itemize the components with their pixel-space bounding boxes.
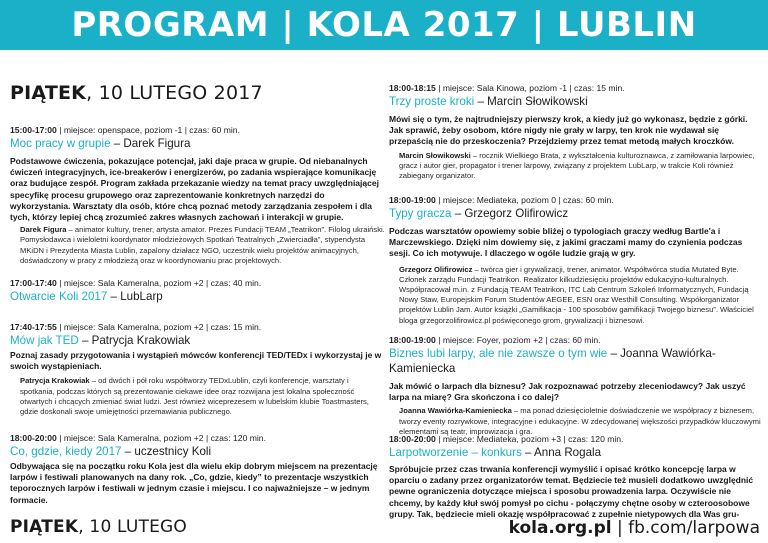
speaker-bio bbox=[389, 151, 761, 182]
bio-text: – rocznik Wielkiego Brata, z wykształcenia kulturoznawca, z zamiłowania larpowiec, gracz i autor gier, propagator i trener larpowy, związany z projektem LubLarp, w trakcie Koli również zabiegany organizator. bbox=[399, 150, 755, 181]
bio-text: – od dwóch i pół roku współtworzy TEDxLublin, czyli konferencje, warsztaty i spotkania, podczas których są prezentowanie ciekawe idee oraz rozwijana jest lokalna społeczność otwartych i chcących zmieniać świat ludzi. Jest również wiceprezesem w lubelskim klubie Toastmasters, gdzie doskonali swoje umiejętności przemawiania publicznego. bbox=[20, 376, 369, 417]
bio-name: Darek Figura bbox=[20, 225, 67, 235]
left-column bbox=[10, 50, 385, 543]
session-meta: 18:00-19:00 | miejsce: Foyer, poziom +2 | czas: 60 min. bbox=[389, 335, 601, 345]
session-time: 18:00-18:15 bbox=[389, 83, 436, 93]
day-heading bbox=[10, 82, 385, 104]
bio-text: – ma ponad dziesięcioletnie doświadczenie we współpracy z biznesem, tworzy eventy rozrywkowe, integracyjne i edukacyjne. W zdecydowanej większości przypadków kluczowymi elementami są teatr, improwizacja i gra. bbox=[399, 406, 761, 436]
session-time: 17:40-17:55 bbox=[10, 322, 57, 332]
session-description: Poznaj zasady przygotowania i wystąpień mówców konferencji TED/TEDx i wykorzystaj je w swoich wystąpieniach. bbox=[10, 350, 382, 372]
program-banner bbox=[0, 0, 768, 50]
session-speaker: – uczestnicy Koli bbox=[121, 445, 212, 458]
session-speaker: – Joanna Wawiórka-Kamieniecka bbox=[389, 347, 716, 375]
session-larpotworzenie bbox=[389, 434, 761, 520]
session-title bbox=[389, 445, 761, 460]
day-date: , 10 LUTEGO 2017 bbox=[86, 82, 263, 104]
session-place: miejsce: openspace, poziom -1 | czas: 60 min. bbox=[61, 125, 240, 135]
fb-link[interactable]: | fb.com/larpowa bbox=[611, 518, 760, 538]
session-speaker: – Grzegorz Olifirowicz bbox=[451, 207, 569, 220]
session-place: miejsce: Mediateka, poziom +3 | czas: 120 min. bbox=[440, 434, 624, 444]
session-place: miejsce: Sala Kameralna, poziom +2 | czas: 120 min. bbox=[61, 433, 266, 443]
session-meta: 15:00-17:00 | miejsce: openspace, poziom -1 | czas: 60 min. bbox=[10, 125, 240, 135]
session-speaker: – Anna Rogala bbox=[521, 446, 602, 459]
session-trzy-proste-kroki bbox=[389, 83, 761, 181]
session-mow-jak-ted bbox=[10, 322, 385, 417]
session-speaker: – Marcin Słowikowski bbox=[474, 95, 588, 108]
session-title-text: Typy gracza bbox=[389, 207, 452, 220]
day-heading-footer bbox=[10, 517, 385, 537]
session-description: Mówi się o tym, że najtrudniejszy pierwszy krok, a kiedy już go wykonasz, będzie z górki. Jak sprawić, żeby osobom, które nigdy nie grały w larpy, ten krok nie wydawał się przepaścią nie do przeskoczenia? Przejdziemy przez temat metodą małych kroczków. bbox=[389, 114, 748, 147]
session-meta: 17:00-17:40 | miejsce: Sala Kameralna, poziom +2 | czas: 40 min. bbox=[10, 278, 262, 288]
speaker-bio bbox=[389, 265, 761, 326]
session-meta: 17:40-17:55 | miejsce: Sala Kameralna, poziom +2 | czas: 15 min. bbox=[10, 322, 262, 332]
session-title bbox=[10, 444, 385, 459]
session-description: Podczas warsztatów opowiemy sobie bliżej o typologiach graczy według Bartle'a i Marczewskiego. Dzięki nim dowiemy się, z jakimi graczami mamy do czynienia podczas sesji. Co ich motywuje. I dlaczego w ogóle ludzie grają w gry. bbox=[389, 226, 743, 259]
session-title-text: Trzy proste kroki bbox=[389, 95, 475, 108]
session-title bbox=[10, 289, 385, 304]
session-biznes-lubi-larpy bbox=[389, 335, 761, 437]
session-place: miejsce: Foyer, poziom +2 | czas: 60 min. bbox=[440, 335, 601, 345]
session-place: miejsce: Sala Kameralna, poziom +2 | czas: 15 min. bbox=[61, 322, 262, 332]
session-place: miejsce: Sala Kameralna, poziom +2 | czas: 40 min. bbox=[61, 278, 262, 288]
session-description: Podstawowe ćwiczenia, pokazujące potencjał, jaki daje praca w grupie. Od niebanalnych ćwiczeń integracyjnych, ice-breakerów i energizerów, po zadania wspierające komunikację oraz budujące zespół. Program zakłada przekazanie wiedzy na temat pracy uwzględniającej specyfikę procesu grupowego oraz zaprezentowanie konkretnych narzędzi do wykorzystania. Warsztaty dla osób, które chcą poznać metody zarządzania zespołem i dla tych, którzy lepiej chcą zrozumieć zakres własnych zachowań i interakcji w grupie. bbox=[10, 156, 379, 223]
bio-name: Joanna Wawiórka-Kamieniecka bbox=[399, 406, 512, 416]
session-title bbox=[389, 206, 761, 221]
session-time: 18:00-20:00 bbox=[10, 433, 57, 443]
bio-name: Patrycja Krakowiak bbox=[20, 376, 90, 386]
session-title bbox=[389, 94, 761, 109]
session-title-text: Mów jak TED bbox=[10, 334, 79, 347]
session-moc-pracy bbox=[10, 125, 385, 266]
session-title-text: Otwarcie Koli 2017 bbox=[10, 290, 108, 303]
session-description: Jak mówić o larpach dla biznesu? Jak rozpoznawać potrzeby zleceniodawcy? Jak uszyć larpa na miarę? Gra skończona i co dalej? bbox=[389, 381, 746, 403]
bio-text: – twórca gier i grywalizacji, trener, animator. Współtwórca studia Mutated Byte. Członek zarządu Fundacji Teatrikon. Realizator kilkudziesięciu projektów edukacyjno-kulturalnych. Współpracował m.in. z Fundacją TEAM Teatrikon, ITC Lab Centrum Szkoleń Informatycznych, Fundacją Nowy Staw, Europejskim Forum Studentów AEGEE, ESN oraz Westhill Consulting. Współorganizator projektów Lublin Jam. Autor książki „Gamifikacja - 100 sposobów gamifikacji Twojego biznesu”. Właściciel bloga grzegorzolifirowicz.pl poświęconego grom, grywalizacji i biznesowi. bbox=[399, 264, 754, 325]
session-otwarcie bbox=[10, 278, 385, 304]
session-meta: 18:00-20:00 | miejsce: Sala Kameralna, poziom +2 | czas: 120 min. bbox=[10, 433, 266, 443]
session-meta: 18:00-19:00 | miejsce: Mediateka, poziom 0 | czas: 60 min. bbox=[389, 195, 614, 205]
session-title-text: Biznes lubi larpy, ale nie zawsze o tym wie bbox=[389, 347, 608, 360]
session-title bbox=[10, 333, 385, 348]
bio-text: – animator kultury, trener, artysta amator. Prezes Fundacji TEAM „Teatrikon”. Filolog ukraiński. Pomysłodawca i wieloletni koordynator młodzieżowych Spotkań Teatralnych „Zwierciadła”, stypendysta MKiDN i Prezydenta Miasta Lublin, zapalony działacz NGO, uczestnik wielu projektów animacyjnych, doświadczony w pracy z młodzieżą oraz w koordynowaniu prac projektowych. bbox=[20, 225, 385, 265]
speaker-bio bbox=[389, 406, 761, 437]
day-name: PIĄTEK bbox=[10, 517, 79, 537]
session-title-text: Moc pracy w grupie bbox=[10, 137, 111, 150]
session-title bbox=[389, 346, 761, 376]
bio-name: Marcin Słowikowski bbox=[399, 150, 471, 160]
session-description: Spróbujcie przez czas trwania konferencji wymyślić i opisać krótko koncepcję larpa w oparciu o zadany przez organizatorów temat. Będziecie też musieli dodatkowo uwzględnić pewne ograniczenia dotyczące miejsca i sposobu prowadzenia larpa. Oczywiście nie chcemy, by każdy kłuł swój pomysł po cichu - połączymy chętne osoby w czteroosobowe grupy. Tak, będziecie mieli okazję współpracować z zupełnie nietypowych dla Was gru- bbox=[389, 464, 754, 519]
day-name: PIĄTEK bbox=[10, 82, 87, 104]
speaker-bio bbox=[10, 225, 385, 266]
session-description: Odbywająca się na początku roku Kola jest dla wielu ekip dobrym miejscem na prezentację larpów i festiwali planowanych na dany rok. „Co, gdzie, kiedy” to prezentacje wszystkich teporocznych larpów i festiwali w jednym czasie i miejscu. I co najważniejsze – w jednym formacie. bbox=[10, 461, 378, 505]
speaker-bio bbox=[10, 376, 385, 417]
session-time: 15:00-17:00 bbox=[10, 125, 57, 135]
session-time: 18:00-19:00 bbox=[389, 335, 436, 345]
bio-name: Grzegorz Olifirowicz bbox=[399, 264, 473, 274]
session-title-text: Co, gdzie, kiedy 2017 bbox=[10, 445, 122, 458]
session-meta: 18:00-18:15 | miejsce: Sala Kinowa, poziom -1 | czas: 15 min. bbox=[389, 83, 625, 93]
right-column bbox=[389, 50, 761, 543]
session-title-text: Larpotworzenie – konkurs bbox=[389, 446, 522, 459]
session-time: 18:00-19:00 bbox=[389, 195, 436, 205]
day-date: , 10 LUTEGO bbox=[78, 517, 188, 537]
site-link[interactable]: kola.org.pl bbox=[508, 518, 612, 538]
session-time: 18:00-20:00 bbox=[389, 434, 436, 444]
session-place: miejsce: Mediateka, poziom 0 | czas: 60 min. bbox=[440, 195, 614, 205]
session-title bbox=[10, 136, 385, 151]
session-place: miejsce: Sala Kinowa, poziom -1 | czas: 15 min. bbox=[440, 83, 625, 93]
session-speaker: – LubLarp bbox=[107, 290, 163, 303]
footer-links bbox=[509, 518, 760, 538]
banner-title: PROGRAM | KOLA 2017 | LUBLIN bbox=[71, 5, 697, 45]
session-speaker: – Darek Figura bbox=[110, 137, 191, 150]
session-time: 17:00-17:40 bbox=[10, 278, 57, 288]
session-speaker: – Patrycja Krakowiak bbox=[78, 334, 191, 347]
session-meta: 18:00-20:00 | miejsce: Mediateka, poziom +3 | czas: 120 min. bbox=[389, 434, 624, 444]
session-typy-gracza bbox=[389, 195, 761, 326]
session-co-gdzie-kiedy bbox=[10, 433, 385, 506]
